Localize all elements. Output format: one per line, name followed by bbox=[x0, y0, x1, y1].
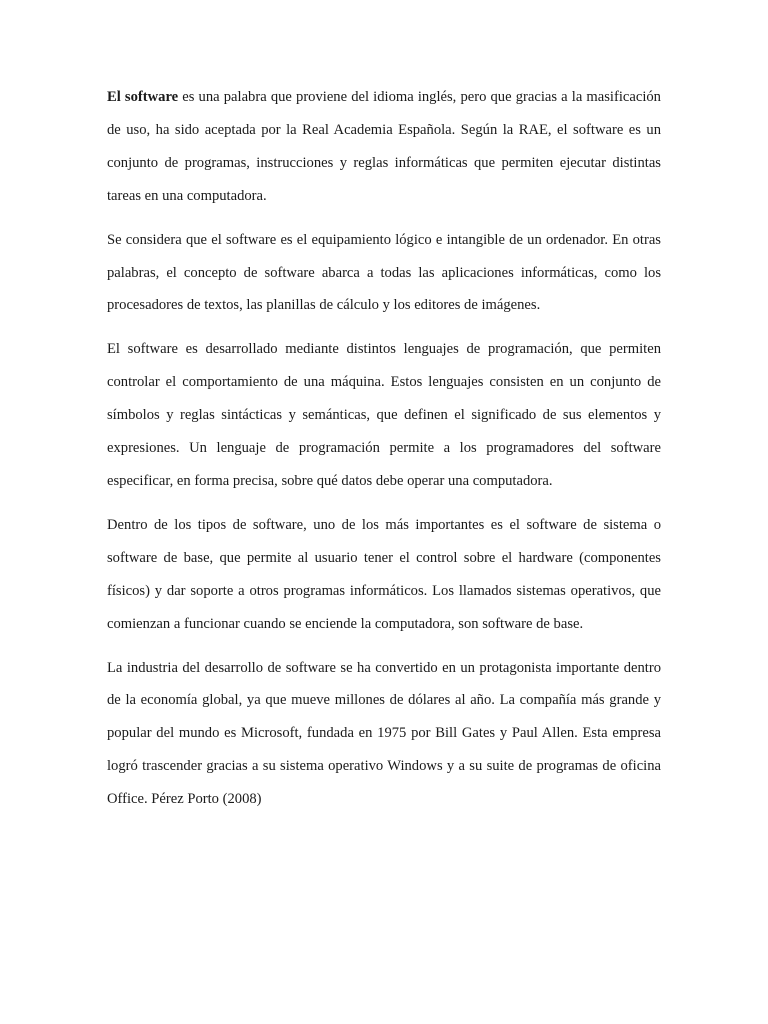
document-body bbox=[107, 81, 661, 827]
paragraph-4-text: Dentro de los tipos de software, uno de los más importantes es el software de sistema o software de base, que permite al usuario tener el control sobre el hardware (componentes físicos) y dar soporte a otros programas informáticos. Los llamados sistemas operativos, que comienzan a funcionar cuando se enciende la computadora, son software de base. bbox=[107, 516, 661, 632]
paragraph-1-text: es una palabra que proviene del idioma inglés, pero que gracias a la masificación de uso, ha sido aceptada por la Real Academia Española. Según la RAE, el software es un conjunto de programas, instrucciones y reglas informáticas que permiten ejecutar distintas tareas en una computadora. bbox=[107, 89, 661, 204]
paragraph-4 bbox=[107, 509, 661, 641]
paragraph-5 bbox=[107, 652, 661, 817]
paragraph-1-lead: El software bbox=[107, 89, 179, 105]
paragraph-2 bbox=[107, 224, 661, 323]
paragraph-2-text: Se considera que el software es el equipamiento lógico e intangible de un ordenador. En otras palabras, el concepto de software abarca a todas las aplicaciones informáticas, como los procesadores de textos, las planillas de cálculo y los editores de imágenes. bbox=[107, 231, 661, 314]
paragraph-3-text: El software es desarrollado mediante distintos lenguajes de programación, que permiten controlar el comportamiento de una máquina. Estos lenguajes consisten en un conjunto de símbolos y reglas sintácticas y semánticas, que definen el significado de sus elementos y expresiones. Un lenguaje de programación permite a los programadores del software especificar, en forma precisa, sobre qué datos debe operar una computadora. bbox=[107, 341, 661, 489]
paragraph-1 bbox=[107, 81, 661, 213]
paragraph-5-text: La industria del desarrollo de software se ha convertido en un protagonista importante dentro de la economía global, ya que mueve millones de dólares al año. La compañía más grande y popular del mundo es Microsoft, fundada en 1975 por Bill Gates y Paul Allen. Esta empresa logró trascender gracias a su sistema operativo Windows y a su suite de programas de oficina Office. Pérez Porto (2008) bbox=[107, 659, 661, 808]
paragraph-3 bbox=[107, 333, 661, 498]
